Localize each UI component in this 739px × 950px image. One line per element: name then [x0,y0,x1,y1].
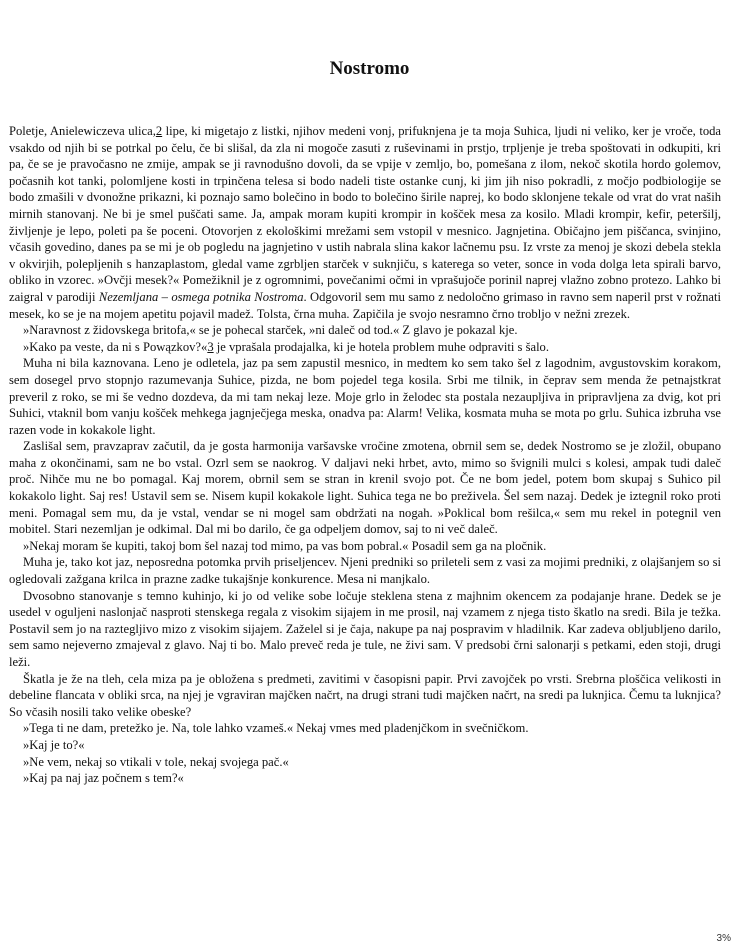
paragraph: Poletje, Anielewiczeva ulica,2 lipe, ki migetajo z listki, njihov medeni vonj, prifuknjena je ta moja Suhica, ljudi ni veliko, ker je vroče, toda vsakdo od njih bi se potrkal po čelu, če bi slišal, da zla ni mogoče zasuti z ruševinami in prstjo, trpljenje je treba spoštovati in odkupiti, kri pa, če se je pravočasno ne zmije, ampak se ji ravnodušno dovoli, da se vpije v zemljo, bo, pomešana z ilom, nekoč skotila hordo golemov, počasnih kot tanki, polomljene kosti in trpinčena telesa si bodo nadeli tiste ostanke cunj, ki jim jih niso pokradli, z močjo podbiologije se bodo zmašili v dvonožne prikazni, ki poznajo samo bolečino in bodo to bolečino širile naprej, ko bodo sklonjene tekale od vrat do vrat naših mirnih stanovanj. Ne bi je smel puščati same. Ja, ampak moram kupiti krompir in košček mesa za kosilo. Mladi krompir, kefir, peteršilj, življenje je lepo, poleti pa še poceni. Otovorjen z ekološkimi mrežami sem vstopil v mesnico. Jagnjetina. Običajno jem piščanca, svinjino, včasih govedino, danes pa se mi je ob pogledu na jagnjetino v ustih nabrala slina kakor lačnemu psu. Iz vrste za menoj je skozi debela stekla v okvirjih, polepljenih s hanzaplastom, gledal vame zgrbljen starček v suknjiču, s katerega so veter, sonce in voda dolga leta spirali barvo, obliko in vzorec. »Ovčji mesek?« Pomežiknil je z ogromnimi, povečanimi očmi in vprašujoče porinil naprej vlažno zobno protezo. Lahko bi zaigral v parodiji Nezemljana – osmega potnika Nostroma. Odgovoril sem mu samo z nedoločno grimaso in ravno sem naperil prst v rožnati mesek, ko se je na mojem apetitu pojavil madež. Tolsta, črna muha. Zapičila je svojo nesramno črno trobljo v nežni zrezek. [9,124,722,321]
paragraph: »Ne vem, nekaj so vtikali v tole, nekaj svojega pač.« [23,754,289,769]
paragraph: Škatla je že na tleh, cela miza pa je obložena s predmeti, zavitimi v časopisni papir. Prvi zavojček po vrsti. Srebrna ploščica velikosti in debeline flancata v obliki srca, na njej je vgraviran majčken načrt, na drugi strani tudi majčken načrt, na sredi pa luknjica. Čemu ta luknjica? So včasih nosili tako velike obeske? [9,671,721,719]
paragraph: »Nekaj moram še kupiti, takoj bom šel nazaj tod mimo, pa vas bom pobral.« Posadil sem ga na pločnik. [23,538,547,553]
document-title: Nostromo [329,58,410,79]
paragraph: Muha je, tako kot jaz, neposredna potomka prvih priseljencev. Njeni predniki so prileteli sem z vasi za mojimi predniki, z olajšanjem so si ogledovali zažgana krilca in prazne zadke tukajšnje konkurence. Mesa ni manjkalo. [9,555,721,587]
page-progress-indicator: 3% [716,933,731,944]
paragraph: »Kaj je to?« [23,737,85,752]
paragraph: »Naravnost z židovskega britofa,« se je pohecal starček, »ni daleč od tod.« Z glavo je pokazal kje. [23,323,518,338]
paragraph: »Kaj pa naj jaz počnem s tem?« [23,771,184,786]
footnote-ref[interactable]: 2 [155,124,163,138]
italic-title: Nezemljana – osmega potnika Nostroma [98,289,304,304]
paragraph: »Tega ti ne dam, pretežko je. Na, tole lahko vzameš.« Nekaj vmes med pladenjčkom in svečničkom. [23,721,529,736]
document-body [9,123,721,787]
paragraph: Muha ni bila kaznovana. Leno je odletela, jaz pa sem zapustil mesnico, in medtem ko sem tako šel z lagodnim, avgustovskim korakom, sem dosegel prvo stopnjo razumevanja Suhice, pizda, ne bom pojedel tega kosila. Srbi me tilnik, in čeprav sem menda že petnajstkrat preveril z roko, se mi še vedno dozdeva, da mi tam nekaj leze. Moje grlo in želodec sta postala nezaupljiva in pripravljena za dvig, kot pri Suhici, vtaknil bom vanju košček mehkega jagnječjega meska, onadva pa: Alarm! Velika, kosmata muha se mota po grlu. Suhica izbruha vse razen vode in kokakole light. [9,356,721,437]
footnote-ref[interactable]: 3 [207,339,214,354]
paragraph: Zaslišal sem, pravzaprav začutil, da je gosta harmonija varšavske vročine zmotena, obrnil sem se, dedek Nostromo se je zložil, obupano maha z okončinami, sam ne bo vstal. Ozrl sem se naokrog. V daljavi neki hrbet, avto, mimo so švignili mulci s kolesi, ampak tudi daleč proč. Nihče mu ne bo pomagal. Kaj morem, obrnil sem se stran in krenil svojo pot. Če ne bom jedel, potem bom skupaj s Suhico pil kokakolo light. Saj res! Ustavil sem se. Nisem kupil kokakole light. Suhica tega ne bo preživela. Šel sem nazaj. Dedek je iztegnil roko proti meni. Pomagal sem mu, da je vstal, vendar se ni mogel sam obdržati na nogah. »Poklical bom rešilca,« sem mu rekel in potegnil ven mobitel. Stari nezemljan je odkimal. Dal mi bo darilo, če ga odpeljem domov, saj to ni več daleč. [9,439,721,537]
paragraph: Dvosobno stanovanje s temno kuhinjo, ki jo od velike sobe ločuje steklena stena z majhnim okencem za podajanje hrane. Dedek se je usedel v oguljeni naslonjač nasproti stenskega regala z visokim sijajem in me prosil, naj vzamem z njega tisto škatlo na sredi. Bila je težka. Postavil sem jo na raztegljivo mizo z visokim sijajem. Zaželel si je čaja, nakupe pa naj pospravim v hladilnik. Kar zadeva obljubljeno darilo, sem samo nejeverno zmajeval z glavo. Naj ti bo. Malo preveč reda je tule, ne živi sam. V predsobi črni salonarji s petkami, eden stoji, drugi leži. [9,588,721,669]
paragraph: »Kako pa veste, da ni s Powązkov?«3 je vprašala prodajalka, ki je hotela problem muhe odpraviti s šalo. [23,339,550,354]
